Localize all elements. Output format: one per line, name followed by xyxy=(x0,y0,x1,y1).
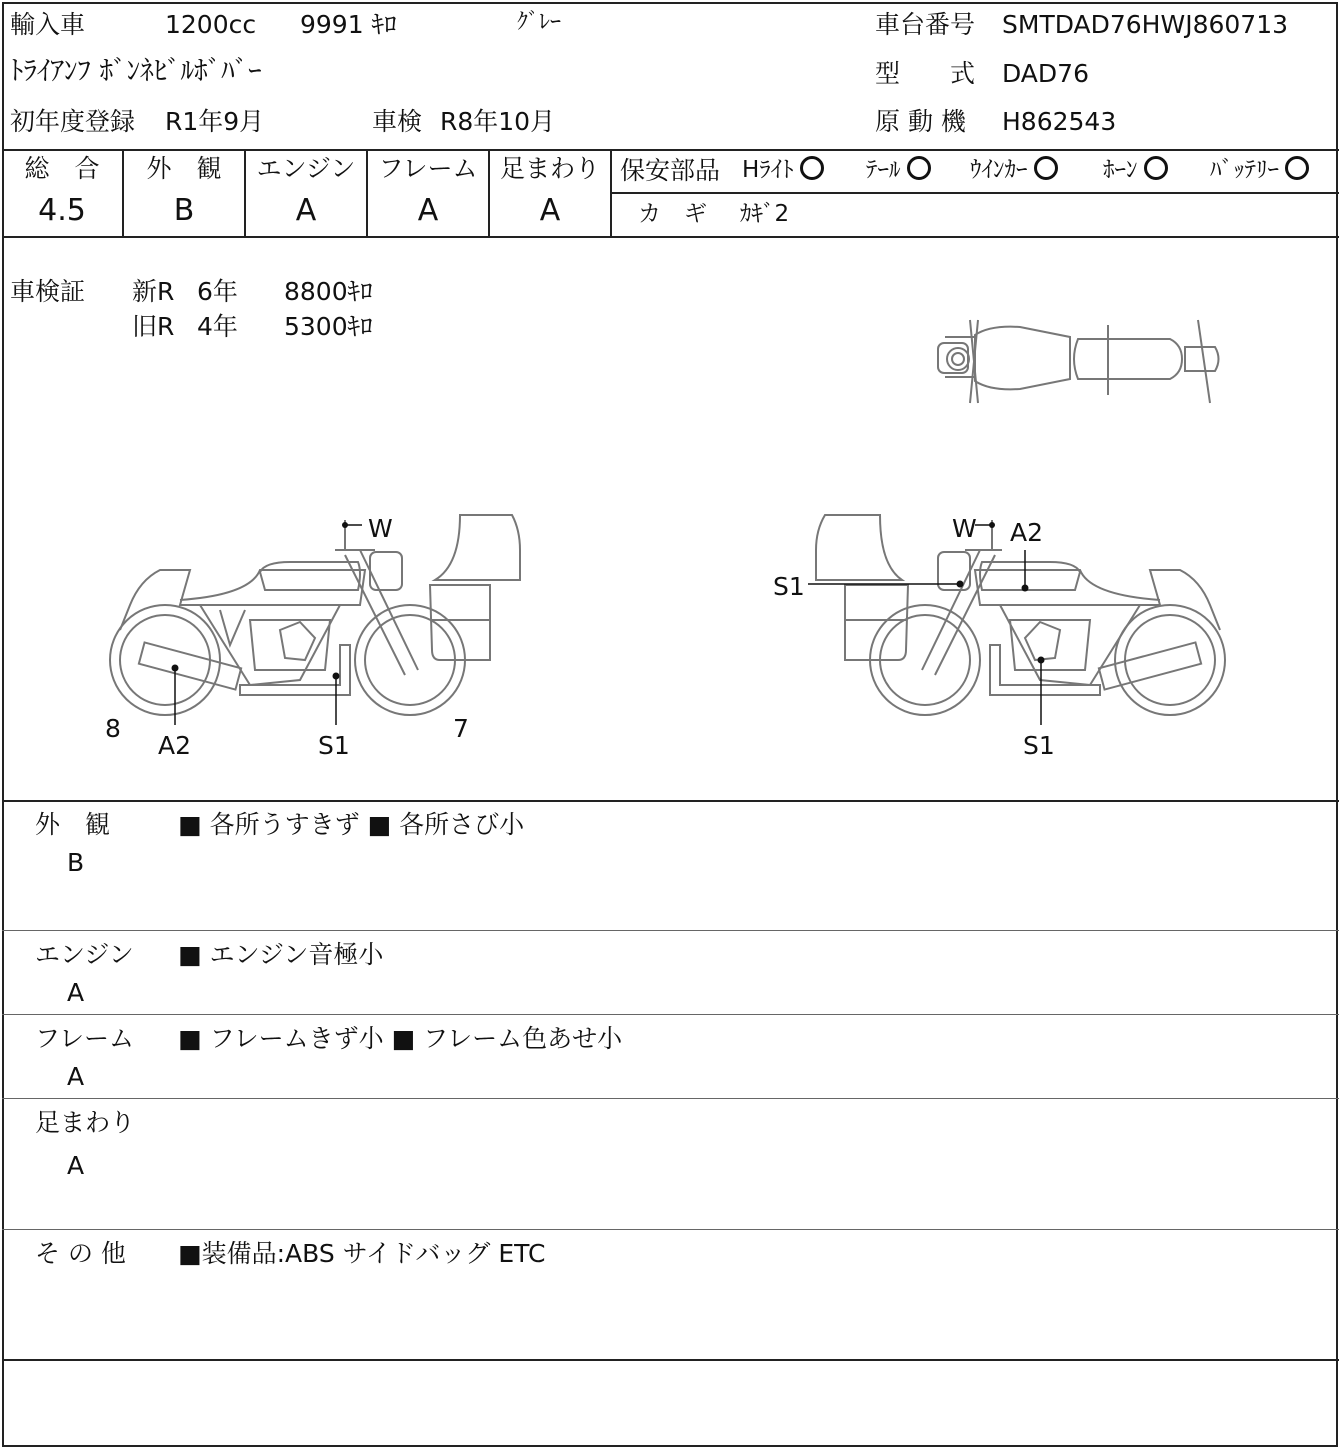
left-marker-8: 8 xyxy=(105,714,121,743)
grade-label: 外 観 xyxy=(146,154,222,183)
note-text: ■ エンジン音極小 xyxy=(178,940,384,969)
safety-item-headlight xyxy=(742,155,824,185)
left-marker-a2: A2 xyxy=(158,731,192,760)
engine-no-label: 原 動 機 xyxy=(875,107,966,136)
ok-circle-icon xyxy=(1285,156,1309,180)
ok-circle-icon xyxy=(1144,156,1168,180)
model-name: ﾄﾗｲｱﾝﾌ ﾎﾞﾝﾈﾋﾞﾙﾎﾞﾊﾞｰ xyxy=(10,56,262,87)
registration-new-year: 6年 xyxy=(197,277,238,306)
note-text: ■装備品:ABS サイドバッグ ETC xyxy=(178,1239,546,1268)
first-reg-label: 初年度登録 xyxy=(10,107,136,136)
color: ｸﾞﾚｰ xyxy=(517,10,562,35)
note-text: ■ 各所うすきず ■ 各所さび小 xyxy=(178,810,525,839)
grade-value: 4.5 xyxy=(38,193,86,228)
type-label: 型 式 xyxy=(875,59,976,88)
note-grade: A xyxy=(67,1151,85,1180)
safety-item-label: ﾊﾞｯﾃﾘｰ xyxy=(1210,157,1279,183)
grade-value: B xyxy=(173,193,195,228)
grade-value: A xyxy=(295,193,317,228)
divider xyxy=(612,192,1339,194)
grade-value: A xyxy=(417,193,439,228)
right-marker-w: W xyxy=(952,514,977,543)
inspection-value: R8年10月 xyxy=(440,107,556,136)
grade-label: 総 合 xyxy=(24,154,100,183)
divider xyxy=(2,1098,1339,1099)
registration-new-era: 新R xyxy=(132,277,175,306)
displacement: 1200cc xyxy=(165,10,257,39)
registration-old-era: 旧R xyxy=(132,312,175,341)
right-marker-s1-bottom: S1 xyxy=(1023,731,1055,760)
ok-circle-icon xyxy=(800,156,824,180)
safety-label: 保安部品 xyxy=(620,156,721,185)
divider xyxy=(2,149,1339,151)
divider xyxy=(2,930,1339,931)
grade-label: フレーム xyxy=(378,154,478,183)
note-category: エンジン xyxy=(35,940,134,969)
note-category: フレーム xyxy=(35,1024,135,1053)
ok-circle-icon xyxy=(1034,156,1058,180)
grade-label: エンジン xyxy=(256,154,356,183)
key-value: ｶｷﾞ2 xyxy=(740,201,790,227)
left-marker-w: W xyxy=(368,514,393,543)
note-category: 外 観 xyxy=(35,810,111,839)
note-grade: B xyxy=(67,848,85,877)
safety-item-battery xyxy=(1210,155,1309,185)
divider xyxy=(2,1359,1339,1361)
divider xyxy=(2,800,1339,802)
note-text: ■ フレームきず小 ■ フレーム色あせ小 xyxy=(178,1024,623,1053)
note-grade: A xyxy=(67,1062,85,1091)
ok-circle-icon xyxy=(907,156,931,180)
import-label: 輸入車 xyxy=(10,10,86,39)
registration-old-km: 5300ｷﾛ xyxy=(284,312,373,341)
mileage: 9991 ｷﾛ xyxy=(300,10,397,39)
right-marker-s1-top: S1 xyxy=(773,572,805,601)
bike-top-view xyxy=(930,315,1230,410)
divider xyxy=(2,1229,1339,1230)
note-category: そ の 他 xyxy=(35,1239,126,1268)
registration-new-km: 8800ｷﾛ xyxy=(284,277,373,306)
inspection-label: 車検 xyxy=(372,107,423,136)
safety-item-label: ｳｲﾝｶｰ xyxy=(970,157,1028,183)
safety-item-label: ﾎｰﾝ xyxy=(1103,157,1138,183)
key-label: カ ギ xyxy=(638,201,707,227)
type-value: DAD76 xyxy=(1002,59,1089,88)
grade-label: 足まわり xyxy=(499,154,600,183)
safety-item-label: ﾃｰﾙ xyxy=(866,157,901,183)
left-marker-7: 7 xyxy=(453,714,469,743)
first-reg-value: R1年9月 xyxy=(165,107,265,136)
safety-item-horn xyxy=(1103,155,1168,185)
chassis-label: 車台番号 xyxy=(875,10,976,39)
chassis-number: SMTDAD76HWJ860713 xyxy=(1002,10,1289,39)
registration-old-year: 4年 xyxy=(197,312,238,341)
right-marker-a2: A2 xyxy=(1010,518,1044,547)
safety-item-label: Hﾗｲﾄ xyxy=(742,157,794,183)
registration-label: 車検証 xyxy=(10,277,86,306)
engine-no-value: H862543 xyxy=(1002,107,1117,136)
note-category: 足まわり xyxy=(35,1108,136,1137)
note-grade: A xyxy=(67,978,85,1007)
left-marker-s1: S1 xyxy=(318,731,350,760)
grade-value: A xyxy=(539,193,561,228)
divider xyxy=(2,236,1339,238)
safety-item-winker xyxy=(970,155,1058,185)
safety-item-tail xyxy=(866,155,931,185)
divider xyxy=(2,1014,1339,1015)
